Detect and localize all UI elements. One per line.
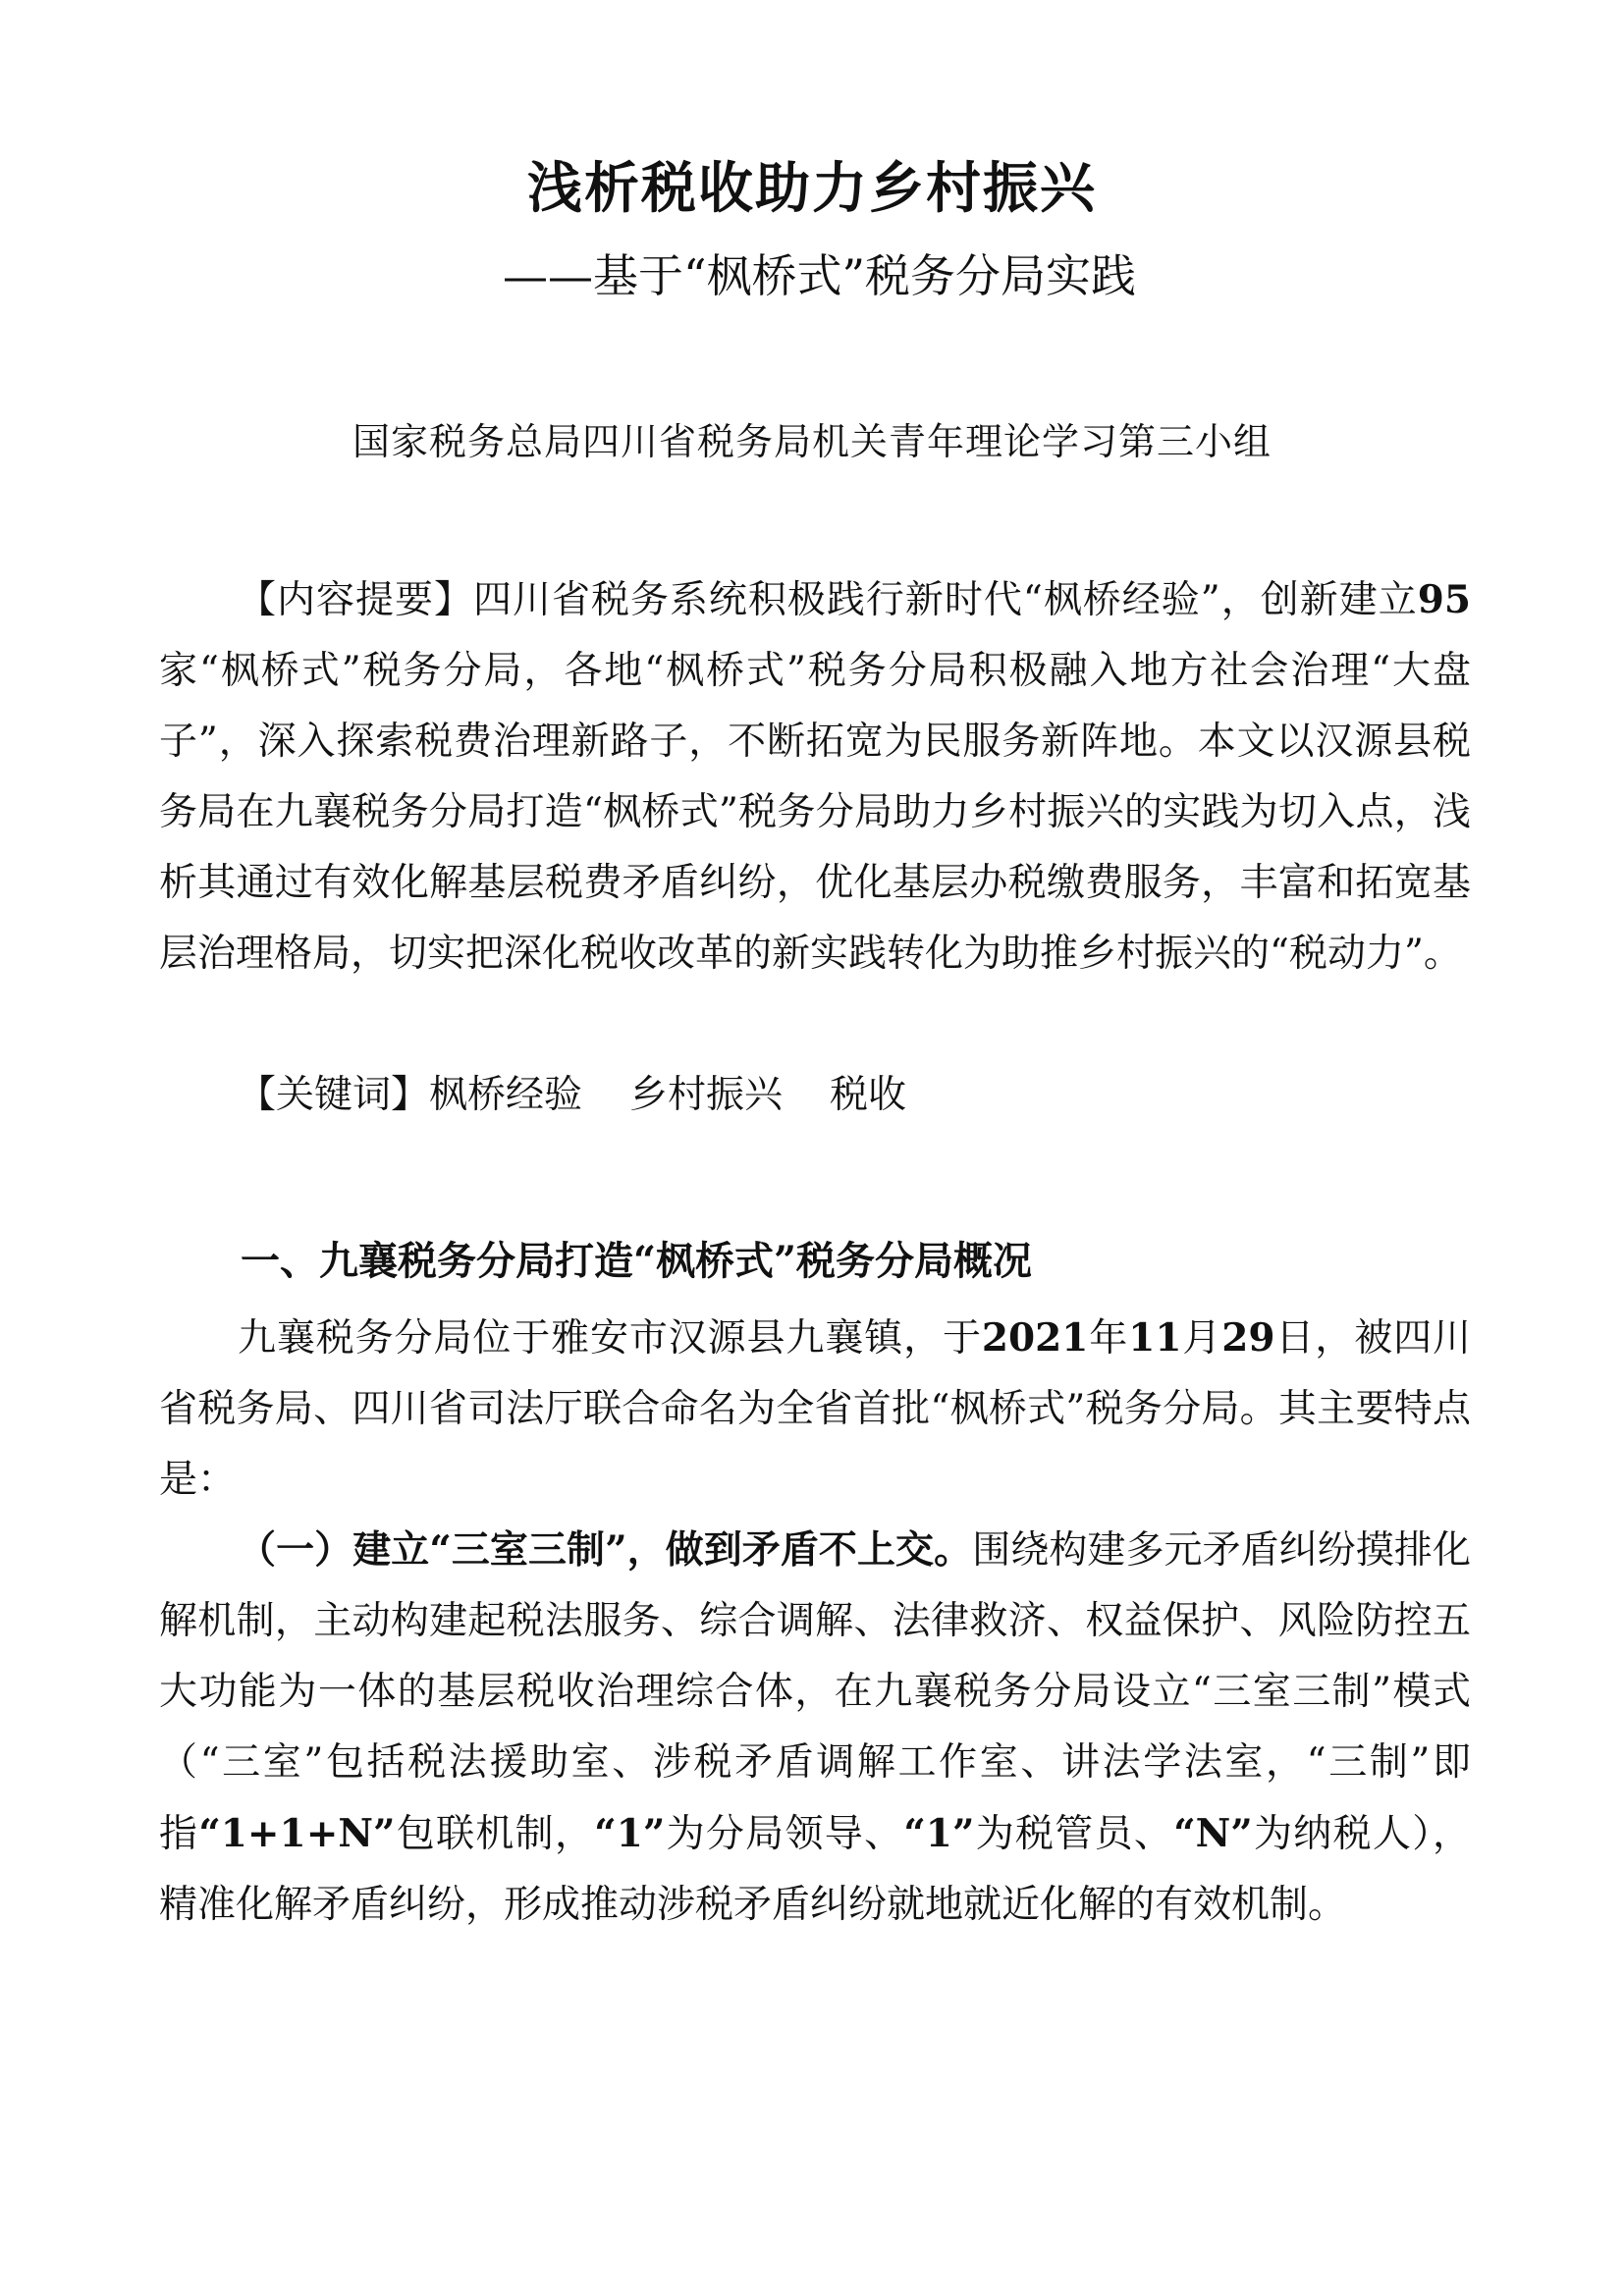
para1-text-a: 九襄税务分局位于雅安市汉源县九襄镇，于 (238, 1316, 982, 1361)
keyword-item: 枫桥经验 (429, 1073, 583, 1117)
date-year: 2021 (981, 1315, 1089, 1361)
label-one-b: “1” (903, 1811, 975, 1856)
section-heading: 一、九襄税务分局打造“枫桥式”税务分局概况 (241, 1238, 1033, 1284)
label-one-a: “1” (594, 1811, 666, 1856)
para1-text-d: 日，被四川省税务局、四川省司法厅联合命名为全省首批“枫桥式”税务分局。其主要特点是： (159, 1316, 1471, 1502)
document-subtitle: ——基于“枫桥式”税务分局实践 (503, 249, 1137, 302)
para2-lead: （一）建立“三室三制”，做到矛盾不上交。 (238, 1527, 973, 1573)
keyword-item: 税收 (830, 1073, 907, 1117)
para2-text-c: 为分局领导、 (665, 1812, 904, 1856)
body-paragraph-three-rooms (159, 1515, 1471, 1941)
para2-text-a: 围绕构建多元矛盾纠纷摸排化解机制，主动构建起税法服务、综合调解、法律救济、权益保护、风险防控五大功能为一体的基层税收治理综合体，在九襄税务分局设立“三室三制”模式（“三室”包括税法援助室、涉税矛盾调解工作室、讲法学法室，“三制”即指 (159, 1528, 1471, 1856)
date-day: 29 (1221, 1315, 1275, 1361)
formula-1-1-n: “1+1+N” (198, 1811, 396, 1856)
para1-text-b: 年 (1088, 1316, 1129, 1361)
label-n: “N” (1173, 1811, 1253, 1856)
para2-text-d: 为税管员、 (974, 1812, 1174, 1856)
document-title: 浅析税收助力乡村振兴 (527, 156, 1097, 221)
keywords-line (159, 1060, 1471, 1131)
keyword-item: 乡村振兴 (629, 1073, 784, 1117)
abstract-text-b: 家“枫桥式”税务分局，各地“枫桥式”税务分局积极融入地方社会治理“大盘子”，深入探索税费治理新路子，不断拓宽为民服务新阵地。本文以汉源县税务局在九襄税务分局打造“枫桥式”税务分局助力乡村振兴的实践为切入点，浅析其通过有效化解基层税费矛盾纠纷，优化基层办税缴费服务，丰富和拓宽基层治理格局，切实把深化税收改革的新实践转化为助推乡村振兴的“税动力”。 (159, 649, 1471, 976)
abstract-paragraph (159, 564, 1471, 989)
date-month: 11 (1128, 1315, 1182, 1361)
para1-text-c: 月 (1181, 1316, 1222, 1361)
body-paragraph-overview (159, 1303, 1471, 1516)
abstract-number: 95 (1417, 577, 1471, 622)
keywords-label: 【关键词】 (238, 1073, 430, 1117)
para2-text-e: 为纳税人），精准化解矛盾纠纷，形成推动涉税矛盾纠纷就地就近化解的有效机制。 (159, 1812, 1471, 1927)
abstract-label: 【内容提要】 (238, 578, 473, 622)
para2-text-b: 包联机制， (395, 1812, 595, 1856)
author-line: 国家税务总局四川省税务局机关青年理论学习第三小组 (352, 420, 1272, 463)
abstract-text-a: 四川省税务系统积极践行新时代“枫桥经验”，创新建立 (472, 578, 1418, 622)
